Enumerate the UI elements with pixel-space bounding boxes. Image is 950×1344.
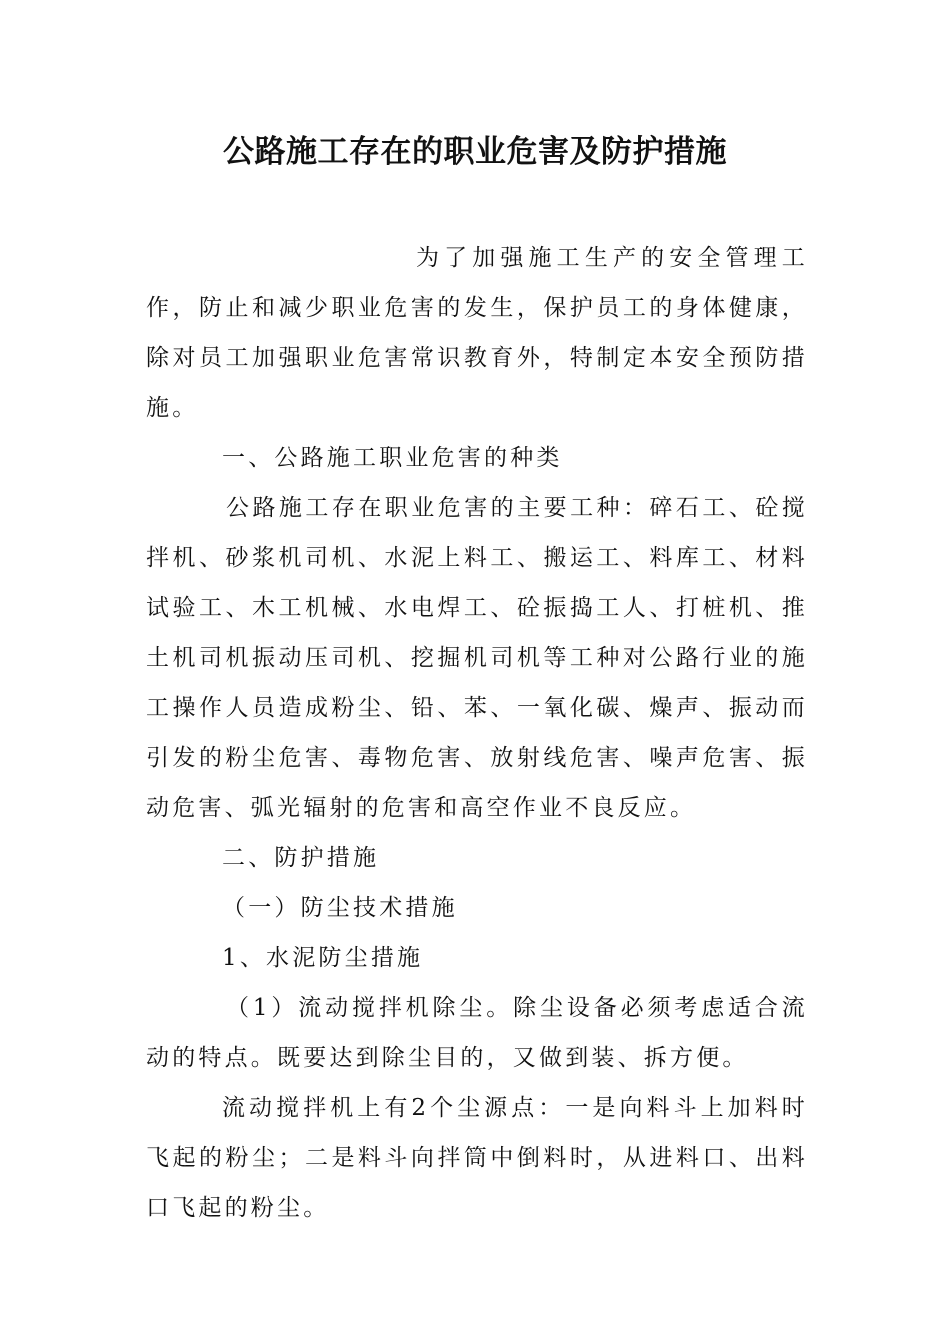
item-cement-dust: 1、水泥防尘措施: [222, 945, 424, 971]
intro-paragraph: 为了加强施工生产的安全管理工作，防止和减少职业危害的发生，保护员工的身体健康，除对员工加强职业危害常识教育外，特制定本安全预防措施。: [146, 245, 808, 421]
section-heading-protection: 二、防护措施: [222, 845, 380, 871]
hazard-types-paragraph: 公路施工存在职业危害的主要工种：碎石工、砼搅拌机、砂浆机司机、水泥上料工、搬运工、料库工、材料试验工、木工机械、水电焊工、砼振捣工人、打桩机、推土机司机振动压司机、挖掘机司机等工种对公路行业的施工操作人员造成粉尘、铅、苯、一氧化碳、燥声、振动而引发的粉尘危害、毒物危害、放射线危害、噪声危害、振动危害、弧光辐射的危害和高空作业不良反应。: [146, 495, 808, 821]
subheading-dust-prevention: （一）防尘技术措施: [222, 895, 458, 921]
document-body: [146, 233, 808, 1233]
item-mobile-mixer-dust-removal: （1）流动搅拌机除尘。除尘设备必须考虑适合流动的特点。既要达到除尘目的，又做到装、拆方便。: [146, 995, 808, 1071]
dust-sources-paragraph: 流动搅拌机上有2个尘源点：一是向料斗上加料时飞起的粉尘；二是料斗向拌筒中倒料时，从进料口、出料口飞起的粉尘。: [146, 1095, 808, 1221]
section-heading-hazard-types: 一、公路施工职业危害的种类: [222, 445, 563, 471]
page-title: 公路施工存在的职业危害及防护措施: [223, 134, 727, 170]
